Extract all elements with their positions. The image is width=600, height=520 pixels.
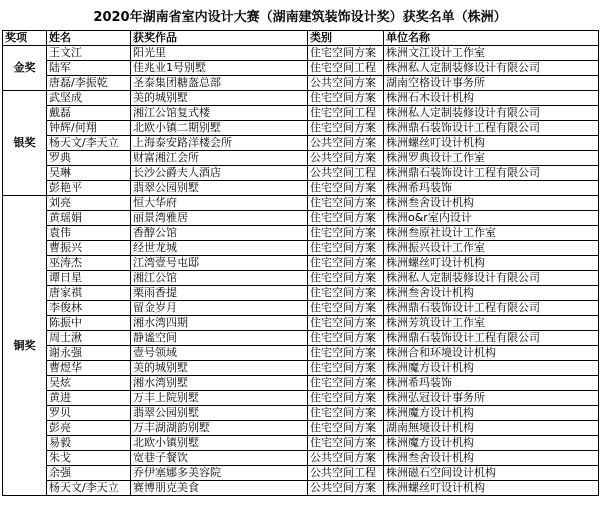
unit-cell: 株洲鼎石装饰设计工程有限公司 [384,331,599,346]
table-row [3,226,599,241]
category-cell: 公共空间方案 [308,76,384,91]
category-cell: 住宅空间方案 [308,406,384,421]
category-cell: 住宅空间方案 [308,346,384,361]
work-cell: 乔伊塞娜多美容院 [131,466,308,481]
unit-cell: 株洲芳筑设计工作室 [384,316,599,331]
unit-cell: 株洲鼎石装饰设计工程有限公司 [384,166,599,181]
work-cell: 佳兆业1号别墅 [131,61,308,76]
name-cell: 朱戈 [47,451,131,466]
work-cell: 留金岁月 [131,301,308,316]
category-cell: 住宅空间方案 [308,121,384,136]
name-cell: 罗贝 [47,406,131,421]
work-cell: 湘水湾别墅 [131,376,308,391]
unit-cell: 株洲私人定制装修设计有限公司 [384,61,599,76]
name-cell: 周士湫 [47,331,131,346]
unit-cell: 株洲希玛装饰 [384,376,599,391]
table-row [3,196,599,211]
table-row [3,181,599,196]
name-cell: 刘亮 [47,196,131,211]
category-cell: 公共空间方案 [308,451,384,466]
table-row [3,421,599,436]
unit-cell: 湖南空格设计事务所 [384,76,599,91]
work-cell: 万丰上院别墅 [131,391,308,406]
unit-cell: 株洲石木设计机构 [384,91,599,106]
unit-cell: 株洲螺丝叮设计机构 [384,256,599,271]
header-category: 类别 [308,31,384,46]
work-cell: 丽景湾雅居 [131,211,308,226]
awards-table [2,30,599,496]
header-work: 获奖作品 [131,31,308,46]
category-cell: 住宅空间方案 [308,391,384,406]
category-cell: 住宅空间方案 [308,196,384,211]
table-row [3,166,599,181]
work-cell: 江湾壹号屯邸 [131,256,308,271]
category-cell: 公共空间工程 [308,466,384,481]
name-cell: 黄瑶娟 [47,211,131,226]
name-cell: 杨天文/李天立 [47,136,131,151]
table-row [3,106,599,121]
work-cell: 经世龙城 [131,241,308,256]
category-cell: 住宅空间方案 [308,436,384,451]
name-cell: 钟辉/何翔 [47,121,131,136]
name-cell: 王文江 [47,46,131,61]
work-cell: 翡翠公园别墅 [131,406,308,421]
unit-cell: 株洲叁舍设计机构 [384,451,599,466]
work-cell: 美的城别墅 [131,91,308,106]
header-name: 姓名 [47,31,131,46]
unit-cell: 株洲魔方设计机构 [384,361,599,376]
table-row [3,91,599,106]
name-cell: 罗典 [47,151,131,166]
table-row [3,391,599,406]
category-cell: 住宅空间方案 [308,241,384,256]
work-cell: 阳光里 [131,46,308,61]
name-cell: 易毅 [47,436,131,451]
category-cell: 住宅空间方案 [308,361,384,376]
work-cell: 壹号领域 [131,346,308,361]
table-row [3,256,599,271]
category-cell: 公共空间方案 [308,481,384,496]
unit-cell: 株洲磁石空间设计机构 [384,466,599,481]
name-cell: 曹煜华 [47,361,131,376]
category-cell: 住宅空间方案 [308,301,384,316]
work-cell: 圣泰集团糖盔总部 [131,76,308,91]
work-cell: 宽巷子餐饮 [131,451,308,466]
table-row [3,211,599,226]
work-cell: 香醇公馆 [131,226,308,241]
table-row [3,331,599,346]
table-row [3,361,599,376]
name-cell: 袁伟 [47,226,131,241]
unit-cell: 株洲私人定制装修设计有限公司 [384,271,599,286]
header-award: 奖项 [3,31,47,46]
category-cell: 住宅空间方案 [308,271,384,286]
table-row [3,406,599,421]
category-cell: 公共空间方案 [308,151,384,166]
category-cell: 住宅空间方案 [308,331,384,346]
table-row [3,76,599,91]
unit-cell: 株洲私人定制装修设计有限公司 [384,106,599,121]
unit-cell: 株洲螺丝叮设计机构 [384,481,599,496]
unit-cell: 株洲叁原社设计工作室 [384,226,599,241]
award-cell: 金奖 [3,46,47,91]
table-row [3,376,599,391]
unit-cell: 湖南無境设计机构 [384,421,599,436]
table-row [3,301,599,316]
work-cell: 赛博朋克美食 [131,481,308,496]
name-cell: 谭日星 [47,271,131,286]
category-cell: 住宅空间方案 [308,286,384,301]
category-cell: 住宅空间方案 [308,226,384,241]
name-cell: 彭亮 [47,421,131,436]
work-cell: 湘水湾四期 [131,316,308,331]
name-cell: 戴磊 [47,106,131,121]
name-cell: 李俊林 [47,301,131,316]
name-cell: 黄进 [47,391,131,406]
page-title: 2020年湖南省室内设计大赛（湖南建筑装饰设计奖）获奖名单（株洲） [93,9,507,25]
work-cell: 湘江公馆复式楼 [131,106,308,121]
work-cell: 恒大华府 [131,196,308,211]
name-cell: 吴琳 [47,166,131,181]
name-cell: 曹振兴 [47,241,131,256]
unit-cell: 株洲o&r室内设计 [384,211,599,226]
work-cell: 翡翠公园别墅 [131,181,308,196]
table-row [3,271,599,286]
table-row [3,286,599,301]
header-row [3,31,599,46]
name-cell: 巫涛杰 [47,256,131,271]
work-cell: 栗雨香提 [131,286,308,301]
unit-cell: 株洲振兴设计工作室 [384,241,599,256]
header-unit: 单位名称 [384,31,599,46]
unit-cell: 株洲鼎石装饰设计工程有限公司 [384,121,599,136]
name-cell: 唐磊/李振乾 [47,76,131,91]
table-row [3,121,599,136]
name-cell: 杨天文/李天立 [47,481,131,496]
table-row [3,136,599,151]
unit-cell: 株洲鼎石装饰设计工程有限公司 [384,301,599,316]
work-cell: 万丰湖湖韵别墅 [131,421,308,436]
table-row [3,451,599,466]
table-row [3,436,599,451]
category-cell: 公共空间方案 [308,136,384,151]
table-row [3,151,599,166]
work-cell: 湘江公馆 [131,271,308,286]
name-cell: 陈振中 [47,316,131,331]
unit-cell: 株洲合和环境设计机构 [384,346,599,361]
name-cell: 彭艳平 [47,181,131,196]
unit-cell: 株洲文江设计工作室 [384,46,599,61]
table-row [3,316,599,331]
work-cell: 美的城别墅 [131,361,308,376]
category-cell: 住宅空间工程 [308,61,384,76]
name-cell: 武坚成 [47,91,131,106]
category-cell: 住宅空间方案 [308,256,384,271]
unit-cell: 株洲叁舍设计机构 [384,196,599,211]
category-cell: 住宅空间方案 [308,181,384,196]
work-cell: 静谧空间 [131,331,308,346]
table-row [3,346,599,361]
table-body [3,46,599,496]
unit-cell: 株洲希玛装饰 [384,181,599,196]
award-cell: 铜奖 [3,196,47,496]
name-cell: 陆军 [47,61,131,76]
category-cell: 住宅空间方案 [308,211,384,226]
work-cell: 长沙公爵夫人酒店 [131,166,308,181]
unit-cell: 株洲叁舍设计机构 [384,286,599,301]
unit-cell: 株洲螺丝叮设计机构 [384,136,599,151]
category-cell: 住宅空间方案 [308,46,384,61]
work-cell: 财富湘江会所 [131,151,308,166]
category-cell: 住宅空间方案 [308,316,384,331]
award-cell: 银奖 [3,91,47,196]
category-cell: 住宅空间方案 [308,421,384,436]
work-cell: 北欧小镇二期别墅 [131,121,308,136]
work-cell: 北欧小镇别墅 [131,436,308,451]
category-cell: 住宅空间方案 [308,376,384,391]
table-row [3,46,599,61]
category-cell: 住宅空间工程 [308,106,384,121]
table-row [3,241,599,256]
name-cell: 谢永强 [47,346,131,361]
unit-cell: 株洲罗典设计工作室 [384,151,599,166]
unit-cell: 株洲魔方设计机构 [384,436,599,451]
unit-cell: 株洲魔方设计机构 [384,406,599,421]
name-cell: 吴炫 [47,376,131,391]
name-cell: 唐家祺 [47,286,131,301]
name-cell: 余强 [47,466,131,481]
table-row [3,481,599,496]
category-cell: 住宅空间方案 [308,91,384,106]
table-row [3,466,599,481]
table-row [3,61,599,76]
unit-cell: 株洲弘冠设计事务所 [384,391,599,406]
category-cell: 公共空间工程 [308,166,384,181]
work-cell: 上海泰安路洋楼会所 [131,136,308,151]
